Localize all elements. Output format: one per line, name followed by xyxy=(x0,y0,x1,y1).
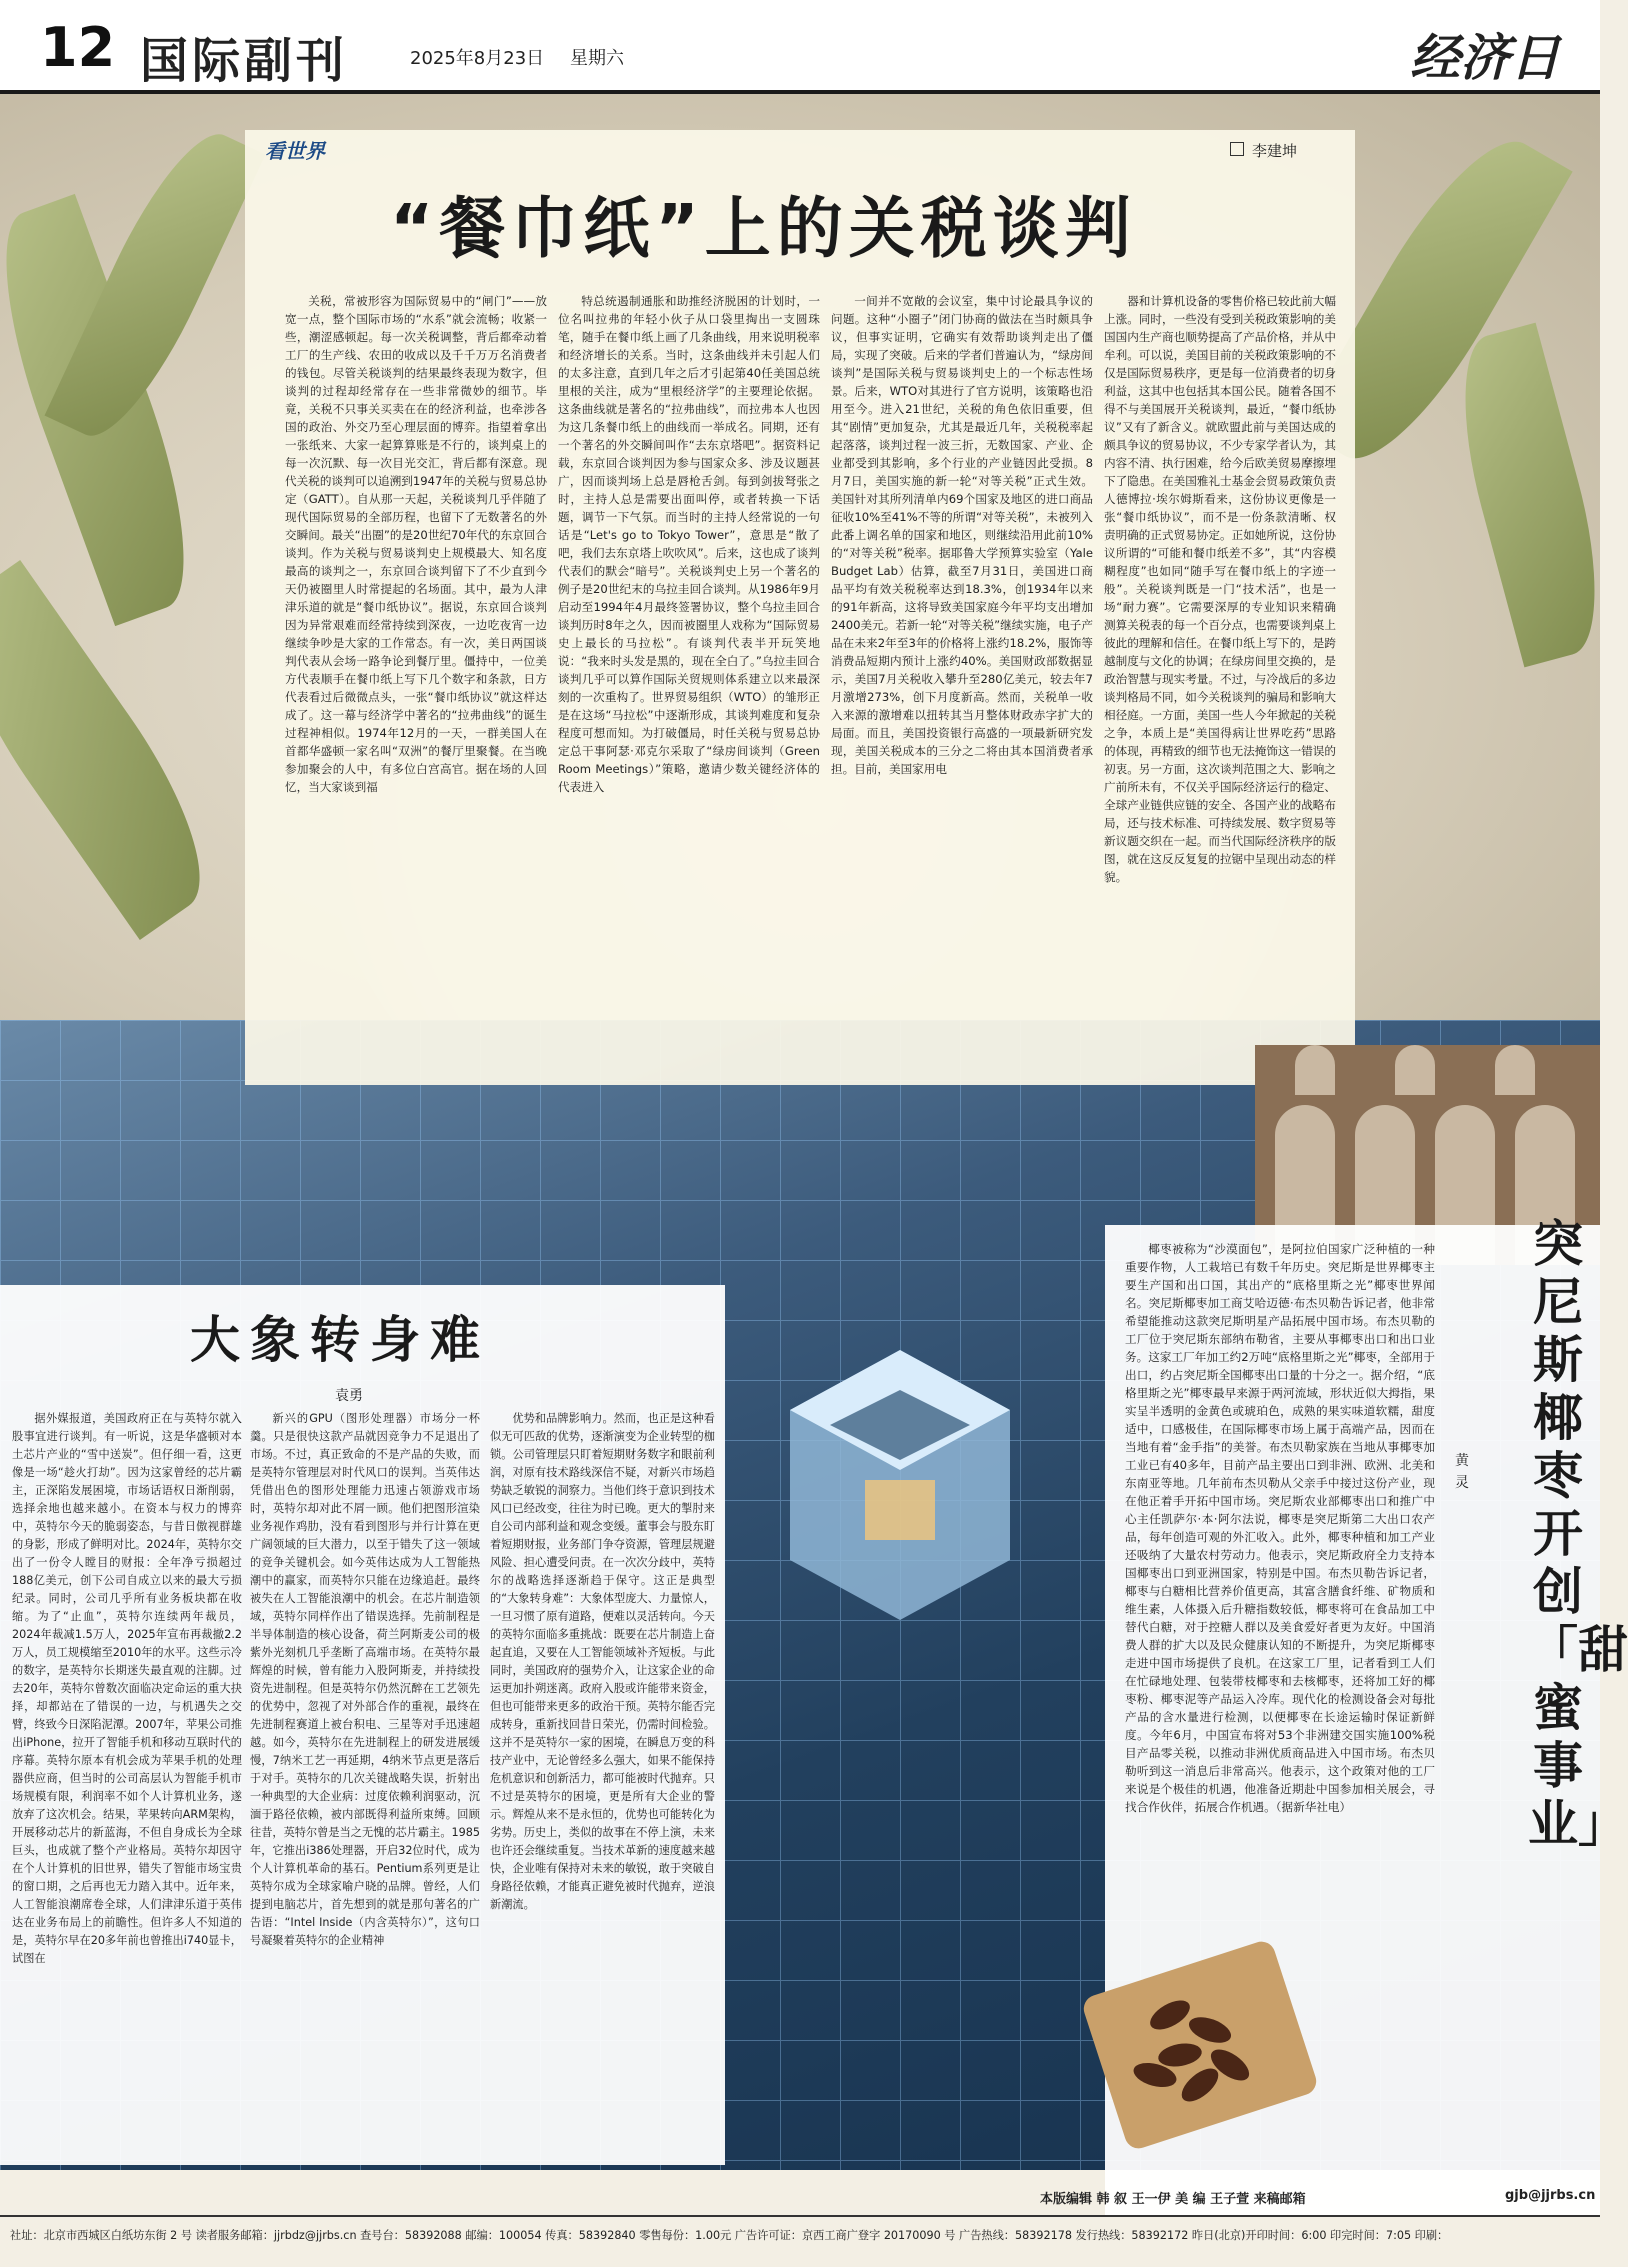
submission-email[interactable]: gjb@jjrbs.cn xyxy=(1505,2188,1596,2203)
article-column: 关税，常被形容为国际贸易中的“闸门”——放宽一点，整个国际市场的“水系”就会流畅；收紧一些，潮涩感顿起。每一次关税调整，背后都牵动着工厂的生产线、农田的收成以及千千万万名消费者的钱包。尽管关税谈判的结果最终表现为数字，但谈判的过程却经常存在一些非常微妙的细节。毕竟，关税不只事关买卖在在的经济利益，也牵涉各国的政治、外交乃至心理层面的博弈。指望着拿出一张纸来、大家一起算算账是不行的，谈判桌上的每一次沉默、每一次目光交汇，背后都有深意。现代关税的谈判可以追溯到1947年的关税与贸易总协定（GATT）。自从那一天起，关税谈判几乎伴随了现代国际贸易的全部历程，也留下了无数著名的外交瞬间。最关“出圈”的是20世纪70年代的东京回合谈判。作为关税与贸易谈判史上规模最大、知名度最高的谈判之一，东京回合谈判留下了不少直到今天仍被圈里人时常提起的名场面。其中，最为人津津乐道的就是“餐巾纸协议”。据说，东京回合谈判因为异常艰难而经常持续到深夜，一边吃夜宵一边继续争吵是大家的工作常态。有一次，美日两国谈判代表从会场一路争论到餐厅里。僵持中，一位美方代表顺手在餐巾纸上写下几个数字和条款，日方代表看过后微微点头，一张“餐巾纸协议”就这样达成了。这一幕与经济学中著名的“拉弗曲线”的诞生过程神相似。1974年12月的一天，一群美国人在首都华盛顿一家名叫“双洲”的餐厅里聚餐。在当晚参加聚会的人中，有多位白宫高官。据在场的人回忆，当大家谈到福 xyxy=(285,294,547,794)
article-column: 器和计算机设备的零售价格已较此前大幅上涨。同时，一些没有受到关税政策影响的美国国内生产商也顺势提高了产品价格，并从中牟利。可以说，美国目前的关税政策影响的不仅是国际贸易秩序，更是每一位消费者的切身利益，这其中也包括其本国公民。随着各国不得不与美国展开关税谈判，最近，“餐巾纸协议”又有了新含义。就欧盟此前与美国达成的颇具争议的贸易协议，不少专家学者认为，其内容不清、执行困难，给今后欧美贸易摩擦埋下了隐患。在美国雅礼士基金会贸易政策负责人德博拉·埃尔姆斯看来，这份协议更像是一张“餐巾纸协议”，而不是一份条款清晰、权责明确的正式贸易协定。正如她所说，这份协议所谓的“可能和餐巾纸差不多”，其“内容模糊程度”也如同“随手写在餐巾纸上的字迹一般”。关税谈判既是一门“技术活”，也是一场“耐力赛”。它需要深厚的专业知识来精确测算关税表的每一个百分点，也需要谈判桌上彼此的理解和信任。在餐巾纸上写下的，是跨越制度与文化的协调；在绿房间里交换的，是政治智慧与现实考量。不过，与冷战后的多边谈判格局不同，如今关税谈判的骗局和影响大相径庭。一方面，美国一些人今年掀起的关税之争，本质上是“美国得病让世界吃药”思路的体现，再精致的细节也无法掩饰这一错误的初衷。另一方面，这次谈判范围之大、影响之广前所未有，不仅关乎国际经济运行的稳定、全球产业链供应链的安全、各国产业的战略布局，还与技术标准、可持续发展、数字贸易等新议题交织在一起。而当代国际经济秩序的版图，就在这反反复复的拉锯中呈现出动态的样貌。 xyxy=(1104,294,1336,884)
article-headline: 突尼斯椰枣开创「甜蜜事业」 xyxy=(1528,1215,1628,1853)
article-headline: “餐巾纸”上的关税谈判 xyxy=(390,190,1137,267)
article-column: 特总统遏制通胀和助推经济脱困的计划时，一位名叫拉弗的年轻小伙子从口袋里掏出一支圆珠笔，随手在餐巾纸上画了几条曲线，用来说明税率和经济增长的关系。当时，这条曲线并未引起人们的太多注意，直到几年之后才引起第40任美国总统里根的关注，成为“里根经济学”的主要理论依据。这条曲线就是著名的“拉弗曲线”，而拉弗本人也因为这几条餐巾纸上的曲线而一举成名。同期，还有一个著名的外交瞬间叫作“去东京塔吧”。据资料记载，东京回合谈判因为参与国家众多、涉及议题甚广，因而谈判场上总是唇枪舌剑。每到剑拔弩张之时，主持人总是需要出面叫停，或者转换一下话题，调节一下气氛。而当时的主持人经常说的一句话是“Let's go to Tokyo Tower”，意思是“散了吧，我们去东京塔上吹吹风”。后来，这也成了谈判代表们的默会“暗号”。关税谈判史上另一个著名的例子是20世纪末的乌拉圭回合谈判。从1986年9月启动至1994年4月最终签署协议，整个乌拉圭回合谈判历时8年之久，因而被圈里人戏称为“国际贸易史上最长的马拉松”。有谈判代表半开玩笑地说：“我来时头发是黑的，现在全白了。”乌拉圭回合谈判几乎可以算作国际关贸规则体系建立以来最深刻的一次重构了。世界贸易组织（WTO）的雏形正是在这场“马拉松”中逐渐形成，其谈判难度和复杂程度可想而知。为打破僵局，时任关税与贸易总协定总干事阿瑟·邓克尔采取了“绿房间谈判（Green Room Meetings）”策略，邀请少数关键经济体的代表进入 xyxy=(558,294,820,794)
article-headline: 大象转身难 xyxy=(190,1311,490,1369)
editor-credits: 本版编辑 韩 叙 王一伊 美 编 王子萱 来稿邮箱 xyxy=(1040,2192,1306,2207)
article-byline: 黄灵 xyxy=(1455,1453,1469,1491)
article-column: 一间并不宽敞的会议室，集中讨论最具争议的问题。这种“小圈子”闭门协商的做法在当时颇具争议，但事实证明，它确实有效帮助谈判走出了僵局，实现了突破。后来的学者们普遍认为，“绿房间谈判”是国际关税与贸易谈判史上的一个标志性场景。后来，WTO对其进行了官方说明，该策略也沿用至今。进入21世纪，关税的角色依旧重要，但其“剧情”更加复杂，尤其是最近几年，关税税率起起落落，谈判过程一波三折，无数国家、产业、企业都受到其影响，多个行业的产业链因此受损。8月7日，美国实施的新一轮“对等关税”正式生效。美国针对其所列清单内69个国家及地区的进口商品征收10%至41%不等的所谓“对等关税”，未被列入此番上调名单的国家和地区，则继续沿用此前10%的“对等关税”税率。据耶鲁大学预算实验室（Yale Budget Lab）估算，截至7月31日，美国进口商品平均有效关税税率达到18.3%，创1934年以来的91年新高，这将导致美国家庭今年平均支出增加2400美元。若新一轮“对等关税”继续实施，电子产品在未来2年至3年的价格将上涨约18.2%，服饰等消费品短期内预计上涨约40%。美国财政部数据显示，美国7月关税收入攀升至280亿美元，较去年7月激增273%，创下月度新高。然而，关税单一收入来源的激增难以扭转其当月整体财政赤字扩大的局面。而且，美国投资银行高盛的一项最新研究发现，美国关税成本的三分之二将由其本国消费者承担。目前，美国家用电 xyxy=(831,294,1093,776)
dates-plate-illustration xyxy=(1080,1935,1380,2155)
newspaper-logo: 经济日 xyxy=(1410,28,1560,87)
chip-illustration xyxy=(770,1330,1030,1650)
issue-weekday: 星期六 xyxy=(570,48,624,69)
byline-marker-icon xyxy=(1230,142,1244,156)
publisher-info: 社址：北京市西城区白纸坊东街 2 号 读者服务邮箱：jjrbdz@jjrbs.cn 查号台：58392088 邮编：100054 传真：58392840 零售每份：1.00元 广告许可证：京西工商广登字 20170090 号 广告热线：58392178 发行热线：58392172 昨日(北京)开印时间：6:00 印完时间：7:05 印刷： xyxy=(10,2229,1449,2242)
article-column: 椰枣被称为“沙漠面包”，是阿拉伯国家广泛种植的一种重要作物，人工栽培已有数千年历史。突尼斯是世界椰枣主要生产国和出口国，其出产的“底格里斯之光”椰枣世界闻名。突尼斯椰枣加工商艾哈迈德·布杰贝勒告诉记者，他非常希望能推动这款突尼斯明星产品拓展中国市场。布杰贝勒的工厂位于突尼斯东部纳布勒省，主要从事椰枣出口和出口业务。这家工厂年加工约2万吨“底格里斯之光”椰枣，全部用于出口，约占突尼斯全国椰枣出口量的十分之一。据介绍，“底格里斯之光”椰枣最早来源于两河流域，形状近似大拇指，果实呈半透明的金黄色或琥珀色，成熟的果实味道软糯，甜度适中，口感极佳，在国际椰枣市场上属于高端产品，因而在当地有着“金手指”的美誉。布杰贝勒家族在当地从事椰枣加工业已有40多年，目前产品主要出口到非洲、欧洲、北美和东南亚等地。几年前布杰贝勒从父亲手中接过这份产业，现在他正着手开拓中国市场。突尼斯农业部椰枣出口和推广中心主任凯萨尔·本·阿尔法说，椰枣是突尼斯第二大出口农产品，每年创造可观的外汇收入。此外，椰枣种植和加工产业还吸纳了大量农村劳动力。他表示，突尼斯政府全力支持本国椰枣出口到亚洲国家，特别是中国。布杰贝勒告诉记者，椰枣与白糖相比营养价值更高，其富含膳食纤维、矿物质和维生素，人体摄入后升糖指数较低，椰枣将可在食品加工中替代白糖，对于控糖人群以及美食爱好者更为友好。中国消费人群的扩大以及民众健康认知的不断提升，为突尼斯椰枣走进中国市场提供了良机。在这家工厂里，记者看到工人们在忙碌地处理、包装带枝椰枣和去核椰枣，还将加工好的椰枣粉、椰枣泥等产品运入冷库。现代化的检测设备会对每批产品的含水量进行检测，以便椰枣在长途运输时保证新鲜度。今年6月，中国宣布将对53个非洲建交国实施100%税目产品零关税，以推动非洲优质商品进入中国市场。布杰贝勒听到这一消息后非常高兴。他表示，这个政策对他的工厂来说是个极佳的机遇，他准备近期赴中国参加相关展会，寻找合作伙伴，拓展合作机遇。（据新华社电） xyxy=(1125,1242,1435,1814)
article-column: 新兴的GPU（图形处理器）市场分一杯羹。只是很快这款产品就因竞争力不足退出了市场。不过，真正致命的不是产品的失败，而是英特尔管理层对时代风口的误判。当英伟达凭借出色的图形处理能力迅速占领游戏市场时，英特尔却对此不屑一顾。他们把图形渲染业务视作鸡肋，没有看到图形与并行计算在更广阔领域的巨大潜力，以至于错失了这一领域的竞争关键机会。如今英伟达成为人工智能热潮中的赢家，而英特尔只能在边缘追赶。最终被失在人工智能浪潮中的机会。在芯片制造领域，英特尔同样作出了错误选择。先前制程是半导体制造的核心设备，荷兰阿斯麦公司的极紫外光刻机几乎垄断了高端市场。在英特尔最辉煌的时候，曾有能力入股阿斯麦，并持续投资先进制程。但是英特尔仍然沉醉在工艺领先的优势中，忽视了对外部合作的重视，最终在先进制程赛道上被台积电、三星等对手迅速超越。如今，英特尔在先进制程上的研发进展缓慢，7纳米工艺一再延期，4纳米节点更是落后于对手。英特尔的几次关键战略失误，折射出一种典型的大企业病：过度依赖利润驱动，沉湎于路径依赖，被内部既得利益所束缚。回顾往昔，英特尔曾是当之无愧的芯片霸主。1985年，它推出i386处理器，开启32位时代，成为个人计算机革命的基石。Pentium系列更是让英特尔成为全球家喻户晓的品牌。曾经，人们提到电脑芯片，首先想到的就是那句著名的广告语：“Intel Inside（内含英特尔）”，这句口号凝聚着英特尔的企业精神 xyxy=(250,1412,480,1947)
article-kicker: 看世界 xyxy=(265,139,325,163)
article-byline: 李建坤 xyxy=(1252,142,1298,160)
article-column: 据外媒报道，美国政府正在与英特尔就入股事宜进行谈判。有一听说，这是华盛顿对本土芯片产业的“雪中送炭”。但仔细一看，这更像是一场“趁火打劫”。因为这家曾经的芯片霸主，正深陷发展困境，市场话语权日渐削弱，选择余地也越来越小。在资本与权力的博弈中，英特尔今天的脆弱姿态，与昔日傲视群雄的身影，形成了鲜明对比。2024年，英特尔交出了一份令人瞠目的财报：全年净亏损超过188亿美元，创下公司自成立以来的最大亏损纪录。同时，公司几乎所有业务板块都在收缩。为了“止血”，英特尔连续两年裁员，2024年裁减1.5万人，2025年宣布再裁撤2.2万人，员工规模缩至2010年的水平。这些示冷的数字，是英特尔长期迷失最直观的注脚。过去20年，英特尔曾数次面临决定命运的重大抉择，却都站在了错误的一边，与机遇失之交臂，终致今日深陷泥潭。2007年，苹果公司推出iPhone，拉开了智能手机和移动互联时代的序幕。英特尔原本有机会成为苹果手机的处理器供应商，但当时的公司高层认为智能手机市场规模有限，利润率不如个人计算机业务，遂放弃了这次机会。结果，苹果转向ARM架构，开展移动芯片的新蓝海，不但自身成长为全球巨头，也成就了整个产业格局。英特尔却因守在个人计算机的旧世界，错失了智能市场宝贵的窗口期，之后再也无力踏入其中。近年来，人工智能浪潮席卷全球，人们津津乐道于英伟达在业务布局上的前瞻性。但许多人不知道的是，英特尔早在20多年前也曾推出i740显卡，试图在 xyxy=(12,1412,242,1965)
article-column: 优势和品牌影响力。然而，也正是这种看似无可匹敌的优势，逐渐演变为企业转型的枷锁。公司管理层只盯着短期财务数字和眼前利润，对原有技术路线深信不疑，对新兴市场趋势缺乏敏锐的洞察力。当他们终于意识到技术风口已经改变，往往为时已晚。更大的掣肘来自公司内部利益和观念变缓。董事会与股东盯着短期财报，业务部门争夺资源，管理层规避风险、担心遭受问责。在一次次分歧中，英特尔的战略选择逐渐趋于保守。这正是典型的“大象转身难”：大象体型庞大、力量惊人，一旦习惯了原有道路，便难以灵活转向。今天的英特尔面临多重挑战：既要在芯片制造上奋起直追，又要在人工智能领域补齐短板。与此同时，美国政府的强势介入，让这家企业的命运更加扑朔迷离。政府入股或许能带来资金，但也可能带来更多的政治干预。英特尔能否完成转身，重新找回昔日荣光，仍需时间检验。这并不是英特尔一家的困境，在瞬息万变的科技产业中，无论曾经多么强大，如果不能保持危机意识和创新活力，都可能被时代抛弃。只不过是英特尔的困境，更是所有大企业的警示。辉煌从来不是永恒的，优势也可能转化为劣势。历史上，类似的故事在不停上演，未来也许还会继续重复。当技术革新的速度越来越快，企业唯有保持对未来的敏锐，敢于突破自身路径依赖，才能真正避免被时代抛弃，逆浪新潮流。 xyxy=(490,1412,715,1911)
page-number: 12 xyxy=(40,16,116,79)
section-title: 国际副刊 xyxy=(140,33,349,89)
footer-divider xyxy=(0,2215,1600,2217)
article-byline: 袁勇 xyxy=(335,1388,363,1404)
issue-date: 2025年8月23日 xyxy=(410,48,545,69)
